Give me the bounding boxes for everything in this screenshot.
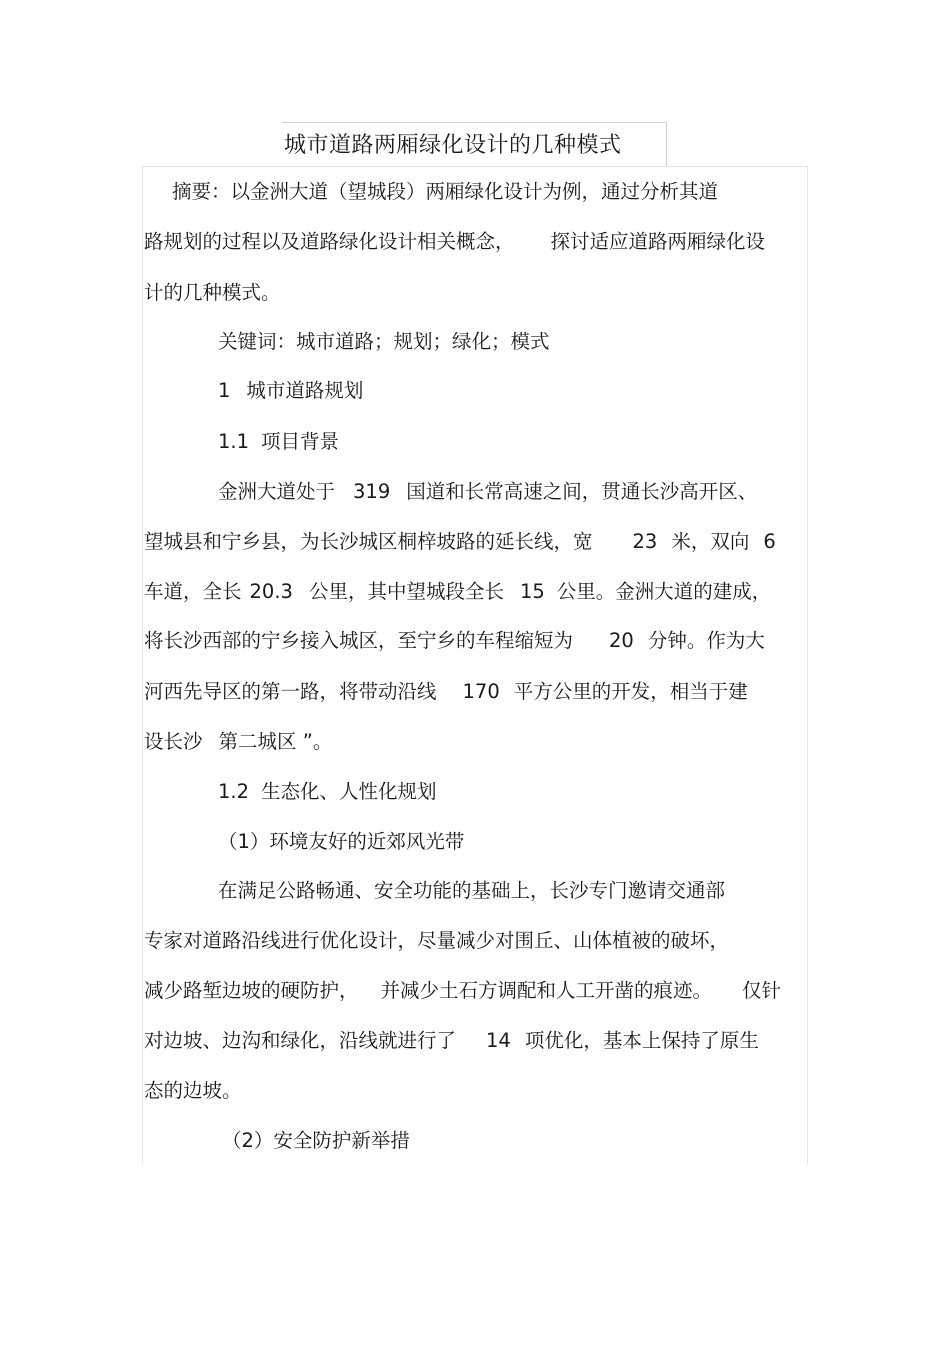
body-frame (142, 166, 808, 1164)
p1-l5-text-a: 河西先导区的第一路，将带动沿线 (144, 680, 437, 703)
p1-l4-text-a: 将长沙西部的宁乡接入城区，至宁乡的车程缩短为 (144, 629, 574, 652)
p1-l1-text-a: 金洲大道处于 (218, 480, 336, 503)
paragraph-1-line-2 (144, 528, 776, 556)
abstract-line-3: 计的几种模式。 (144, 281, 281, 304)
section-1-1-number: 1.1 (218, 430, 250, 453)
p2-l4-text-c: 项优化，基本上保持了原生 (524, 1029, 759, 1052)
section-1-number: 1 (218, 379, 231, 402)
section-1-heading (218, 377, 363, 405)
p1-l5-number: 170 (462, 680, 500, 703)
section-1-2-title: 生态化、人性化规划 (261, 780, 437, 803)
p2-l3-text-a: 减少路堑边坡的硬防护， (144, 979, 359, 1002)
p1-l3-number-2: 15 (519, 580, 545, 603)
p1-l1-number: 319 (353, 480, 391, 503)
p1-l4-text-c: 分钟。作为大 (647, 629, 765, 652)
p1-l2-number-2: 6 (763, 530, 776, 553)
paragraph-2-line-1: 在满足公路畅通、安全功能的基础上，长沙专门邀请交通部 (218, 879, 726, 902)
paragraph-1-line-4 (144, 627, 765, 655)
p2-l3-text-c: 仅针 (742, 979, 782, 1002)
paragraph-1-line-3 (144, 578, 771, 606)
subheading-2: （2）安全防护新举措 (222, 1129, 410, 1152)
p2-l4-number: 14 (486, 1029, 511, 1052)
p1-l5-text-c: 平方公里的开发，相当于建 (513, 680, 748, 703)
paragraph-2-line-4 (144, 1027, 759, 1055)
p1-l2-text-c: 米，双向 (671, 530, 750, 553)
p1-l2-number: 23 (632, 530, 658, 553)
subheading-1: （1）环境友好的近郊风光带 (218, 830, 465, 853)
p1-l6-text-a: 设长沙 (144, 730, 203, 753)
paragraph-1-line-1 (218, 478, 757, 506)
p2-l3-text-b: 并减少土石方调配和人工开凿的痕迹。 (380, 979, 713, 1002)
p1-l1-text-c: 国道和长常高速之间，贯通长沙高开区、 (406, 480, 758, 503)
keywords-line: 关键词：城市道路；规划；绿化；模式 (218, 330, 550, 353)
paragraph-2-line-5: 态的边坡。 (144, 1079, 242, 1102)
section-1-2-number: 1.2 (218, 780, 250, 803)
paragraph-2-line-2: 专家对道路沿线进行优化设计，尽量减少对围丘、山体植被的破坏， (144, 929, 730, 952)
section-1-1-heading (218, 428, 339, 456)
paragraph-2-line-3 (144, 977, 781, 1005)
p1-l3-text-a: 车道，全长 (144, 580, 242, 603)
p1-l4-number: 20 (609, 629, 634, 652)
p1-l3-text-e: 公里。金洲大道的建成， (556, 580, 772, 603)
abstract-line-1: 摘要：以金洲大道（望城段）两厢绿化设计为例，通过分析其道 (172, 180, 719, 203)
section-1-2-heading (218, 778, 437, 806)
section-1-1-title: 项目背景 (261, 430, 340, 453)
abstract-line-2-part-a: 路规划的过程以及道路绿化设计相关概念， (144, 230, 515, 253)
paragraph-1-line-5 (144, 678, 748, 706)
abstract-line-2-part-b: 探讨适应道路两厢绿化设 (550, 230, 766, 253)
abstract-line-2 (144, 228, 765, 256)
p1-l3-number: 20.3 (249, 580, 293, 603)
paragraph-1-line-6 (144, 728, 332, 756)
p1-l3-text-c: 公里，其中望城段全长 (308, 580, 504, 603)
p2-l4-text-a: 对边坡、边沟和绿化，沿线就进行了 (144, 1029, 457, 1052)
section-1-title: 城市道路规划 (246, 379, 364, 402)
p1-l2-text-a: 望城县和宁乡县，为长沙城区桐梓坡路的延长线，宽 (144, 530, 593, 553)
p1-l6-text-b: 第二城区 ”。 (218, 730, 333, 753)
document-title: 城市道路两厢绿化设计的几种模式 (284, 133, 622, 158)
